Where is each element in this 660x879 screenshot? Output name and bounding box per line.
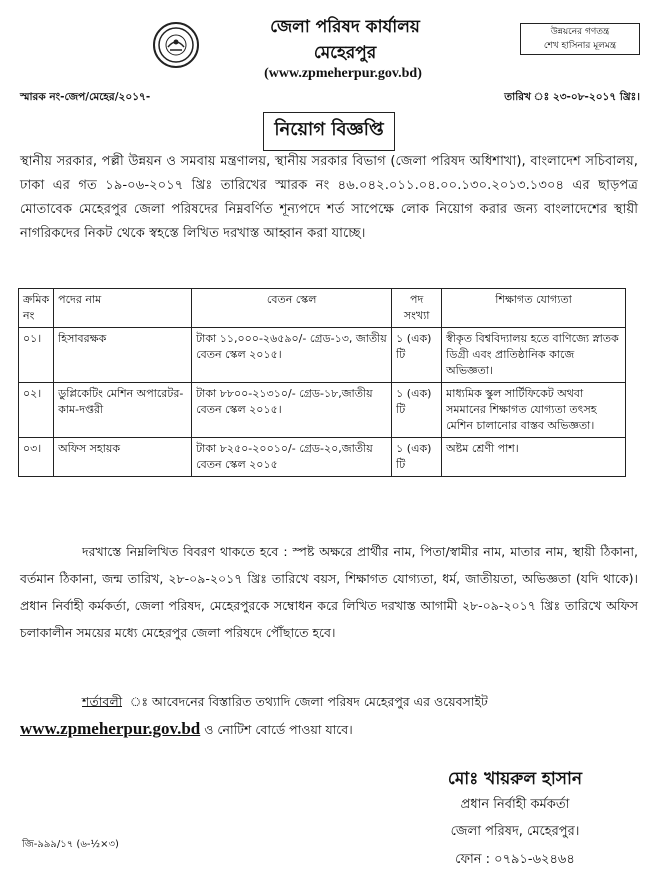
terms-text: ঃ আবেদনের বিস্তারিত তথ্যাদি জেলা পরিষদ মেহেরপুর এর ওয়েবসাইট xyxy=(126,694,488,709)
vacancy-table xyxy=(18,288,626,477)
signatory-name: মোঃ খায়রুল হাসান xyxy=(447,769,583,789)
row-post-count: ১ (এক) টি xyxy=(392,438,442,477)
signatory-title: প্রধান নির্বাহী কর্মকর্তা xyxy=(460,797,570,812)
header-pay-scale: বেতন স্কেল xyxy=(192,289,392,328)
table-row xyxy=(19,328,626,383)
row-qualification: অষ্টম শ্রেণী পাশ। xyxy=(442,438,626,477)
memo-date: তারিখ ঃ ২৩-০৮-২০১৭ খ্রিঃ। xyxy=(504,91,640,103)
row-serial: ০২। xyxy=(19,383,54,438)
terms-paragraph xyxy=(20,688,638,743)
office-district: মেহেরপুর xyxy=(313,43,377,63)
reference-code: জি-৯৯৯/১৭ (৬-½×৩) xyxy=(22,839,119,850)
slogan-line-2: শেখ হাসিনার মূলমন্ত্র xyxy=(543,41,617,51)
table-header-row xyxy=(19,289,626,328)
memo-row xyxy=(20,90,640,108)
row-pay-scale: টাকা ৮৮০০-২১৩১০/- গ্রেড-১৮,জাতীয় বেতন স্কেল ২০১৫। xyxy=(192,383,392,438)
application-conditions: দরখাস্তে নিম্নলিখিত বিবরণ থাকতে হবে : স্পষ্ট অক্ষরে প্রার্থীর নাম, পিতা/স্বামীর নাম, মাতার নাম, স্থায়ী ঠিকানা, বর্তমান ঠিকানা, জন্ম তারিখ, ২৮-০৯-২০১৭ খ্রিঃ তারিখে বয়স, শিক্ষাগত যোগ্যতা, ধর্ম, জাতীয়তা, অভিজ্ঞতা (যদি থাকে)। প্রধান নির্বাহী কর্মকর্তা, জেলা পরিষদ, মেহেরপুরকে সম্বোধন করে লিখিত দরখাস্ত আগামী ২৮-০৯-২০১৭ খ্রিঃ তারিখে অফিস চলাকালীন সময়ের মধ্যে মেহেরপুর জেলা পরিষদে পৌঁছাতে হবে। xyxy=(20,544,638,640)
website-link[interactable]: www.zpmeherpur.gov.bd xyxy=(20,719,201,738)
header-website: (www.zpmeherpur.gov.bd) xyxy=(264,66,422,81)
office-title: জেলা পরিষদ কার্যালয় xyxy=(270,17,420,37)
signatory-office: জেলা পরিষদ, মেহেরপুর। xyxy=(450,824,580,839)
header-post-name: পদের নাম xyxy=(54,289,192,328)
terms-label: শর্তাবলী xyxy=(82,694,126,709)
terms-text-end: ও নোটিশ বোর্ডে পাওয়া যাবে। xyxy=(200,722,353,737)
slogan-line-1: উন্নয়নের গণতন্ত্র xyxy=(550,27,610,37)
row-pay-scale: টাকা ৮২৫০-২০০১০/- গ্রেড-২০,জাতীয় বেতন স্কেল ২০১৫ xyxy=(192,438,392,477)
row-post-name: ডুপ্লিকেটিং মেশিন অপারেটর-কাম-দপ্তরী xyxy=(54,383,192,438)
row-serial: ০৩। xyxy=(19,438,54,477)
intro-paragraph: স্থানীয় সরকার, পল্লী উন্নয়ন ও সমবায় মন্ত্রণালয়, স্থানীয় সরকার বিভাগ (জেলা পরিষদ অধিশাখা), বাংলাদেশ সচিবালয়, ঢাকা এর গত ১৯-০৬-২০১৭ খ্রিঃ তারিখের স্মারক নং ৪৬.০৪২.০১১.০৪.০০.১৩০.২০১৩.১৩০৪ এর ছাড়পত্র মোতাবেক মেহেরপুর জেলা পরিষদের নিম্নবর্ণিত শূন্যপদে শর্ত সাপেক্ষে লোক নিয়োগ করার জন্য বাংলাদেশের স্থায়ী নাগরিকদের নিকট থেকে স্বহস্তে লিখিত দরখাস্ত আহ্বান করা যাচ্ছে। xyxy=(20,154,638,241)
row-serial: ০১। xyxy=(19,328,54,383)
memo-number: স্মারক নং-জেপ/মেহের/২০১৭- xyxy=(20,91,151,103)
notice-title: নিয়োগ বিজ্ঞপ্তি xyxy=(263,112,395,151)
letterhead xyxy=(0,0,660,90)
signatory-phone: ফোন : ০৭৯১-৬২৪৬৪ xyxy=(455,852,575,867)
row-post-name: হিসাবরক্ষক xyxy=(54,328,192,383)
row-qualification: মাধ্যমিক স্কুল সার্টিফিকেট অথবা সমমানের শিক্ষাগত যোগ্যতা তৎসহ মেশিন চালানোর বাস্তব অভিজ্ঞতা। xyxy=(442,383,626,438)
table-row xyxy=(19,383,626,438)
row-post-count: ১ (এক) টি xyxy=(392,383,442,438)
header-post-count: পদ সংখ্যা xyxy=(392,289,442,328)
row-post-count: ১ (এক) টি xyxy=(392,328,442,383)
slogan-box xyxy=(520,23,640,55)
row-qualification: স্বীকৃত বিশ্ববিদ্যালয় হতে বাণিজ্যে স্নাতক ডিগ্রী এবং প্রাতিষ্ঠানিক কাজে অভিজ্ঞতা। xyxy=(442,328,626,383)
table-row xyxy=(19,438,626,477)
header-qualification: শিক্ষাগত যোগ্যতা xyxy=(442,289,626,328)
government-seal-icon xyxy=(153,22,199,68)
row-pay-scale: টাকা ১১,০০০-২৬৫৯০/- গ্রেড-১৩, জাতীয় বেতন স্কেল ২০১৫। xyxy=(192,328,392,383)
header-serial: ক্রমিক নং xyxy=(19,289,54,328)
row-post-name: অফিস সহায়ক xyxy=(54,438,192,477)
